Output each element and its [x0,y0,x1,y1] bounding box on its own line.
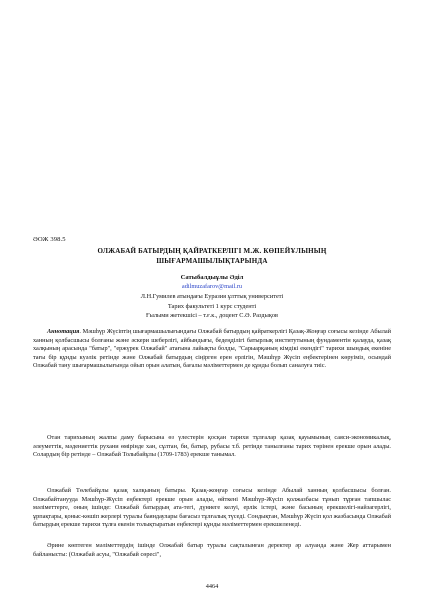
author-email[interactable]: adilmuzafarov@mail.ru [181,283,243,290]
abstract-label: Аннотация [47,328,80,335]
author-faculty: Тарих факультеті 1 курс студенті [167,303,257,310]
abstract-paragraph [33,328,391,371]
body-paragraph-1-text: Отан тарихының жалпы даму барысына өз үлестерін қосқан тарихи тұлғалар қазақ қауымының саяси-экономикалық, әлеуметтік, мәдениеттік рухани өмірінде хан, сұлтан, би, батыр, рубасы т.б. ретінде танылғаны тарих төрінен ерекше орын алады. Солардың бір ретінде – Олжабай Толыбайұлы (1709-1783) ерекше танымал. [33,434,391,459]
author-name: Сатыбалдыұлы Әділ [180,274,244,281]
article-title-line-1: ОЛЖАБАЙ БАТЫРДЫҢ ҚАЙРАТКЕРЛІГІ М.Ж. КӨПЕЙҰЛЫНЫҢ [97,247,327,255]
author-supervisor: Ғылыми жетекшісі – т.ғ.к., доцент С.Ә. Раздықов [145,312,279,319]
abstract-text: . Мәшһүр Жүсіптің шығармашылығындағы Олжабай батырдың қайраткерлігі Қазақ-Жоңғар соғысы кезінде Абылай ханның қолбасшысы болғаны және әскери шеберлігі, айбындығы, бедеңділігі батырлық институтының фундаментін қалауда, қазақ халқының арасында "батыр", "ержүрек Олжабай" атағына лайықты болды, "Сарыарқаның кімдікі екендігі" тарихи шындық екеніне тағы бір құнды куәлік ретінде және Олжабай батырдың сіңірген ерен ерлігін, Мәшһүр Жүсіп еңбектерінен көруіміз, осындай Олжабай тану шығармашылығында ойып орын алатын, бағалы мәліметтермен де құнды болып саналуға тиіс. [33,328,391,370]
body-paragraph-3 [33,542,391,559]
author-university: Л.Н.Гумилев атындағы Еуразия ұлттық университеті [140,293,284,300]
article-title [33,246,391,266]
body-paragraph-3-text: Әрине көптеген мәліметтердің ішінде Олжабай батыр туралы сақталынған деректер әр алуанда және Жер аттарымен байланысты: (Олжабай асуы, "Олжабай сөресі", [33,542,391,558]
udc-code: ӘОЖ 398.5 [33,236,66,243]
body-paragraph-2 [33,487,391,530]
page-number: 4464 [205,583,219,590]
body-paragraph-2-text: Олжабай Төлебайұлы қазақ халқының батыры. Қазақ-жоңғар соғысы кезінде Абылай ханның қолбасшысы болған. Олжабайтанууда Мәшһүр-Жүсіп еңбектері ерекше орын алады, өйткені Мәшһүр-Жүсіп қолжазбасы тұнып тұрған тапшылас мәліметтерге, оның ішінде: Олжабай батырдың ата-тегі, дүниеге келуі, ерлік істері, және басының ерекшелігі-найзагерлігі, ұрпақтары, қоныс-көшіп жерлері туралы баяндаулары бағасыз тұлғалық түседі. Сондықтан, Мәшһүр Жүсіп қол жазбасында Олжабай батырдың ерекше тарихи тұлға екенін толықтыратын еңбектері құнды мәліметтермен ерекшеленеді. [33,487,391,529]
body-paragraph-1 [33,434,391,460]
article-title-line-2: ШЫҒАРМАШЫЛЫҚТАРЫНДА [156,257,268,265]
